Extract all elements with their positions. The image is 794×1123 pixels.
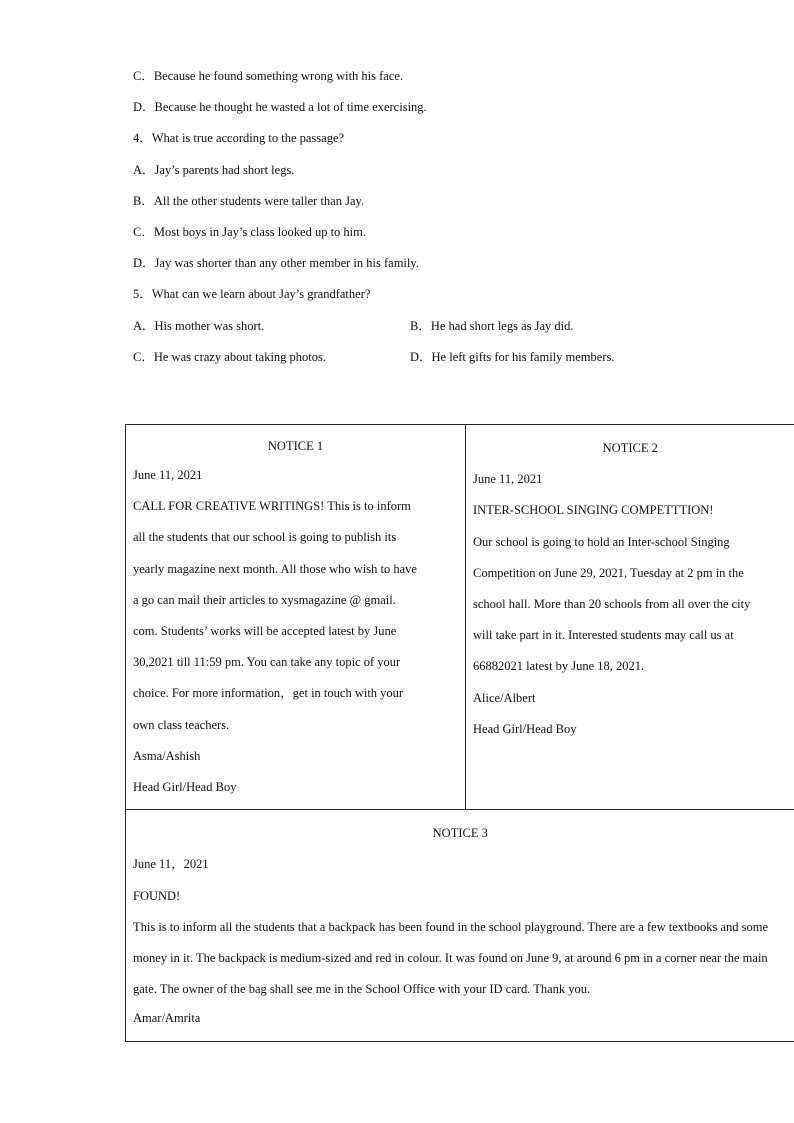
notice-1-line: com. Students’ works will be accepted latest by June — [133, 624, 397, 639]
notice-1-line: CALL FOR CREATIVE WRITINGS! This is to inform — [133, 499, 411, 514]
notice-1-line: yearly magazine next month. All those who wish to have — [133, 561, 417, 576]
notice-3-signers: Amar/Amrita — [133, 1011, 201, 1026]
q5-stem: 5．What can we learn about Jay’s grandfather? — [133, 287, 371, 302]
q5-option-d: D．He left gifts for his family members. — [410, 349, 615, 364]
notice-2-line: will take part in it. Interested students may call us at — [473, 628, 734, 643]
notice-1-role: Head Girl/Head Boy — [133, 780, 237, 795]
q4-option-a: A．Jay’s parents had short legs. — [133, 162, 295, 177]
q5-option-c: C．He was crazy about taking photos. — [133, 349, 327, 364]
q5-option-a: A．His mother was short. — [133, 318, 265, 333]
notice-2-role: Head Girl/Head Boy — [473, 721, 577, 736]
notice-2-line: 66882021 latest by June 18, 2021. — [473, 659, 645, 674]
notice-3-body: This is to inform all the students that a backpack has been found in the school playground. There are a few textbooks and some money in it. The backpack is medium-sized and red in colour. It was found on June 9, at around 6 pm in a corner near the main gate. The owner of the bag shall see me in the School Office with your ID card. Thank you. — [133, 919, 769, 997]
notices-table — [125, 424, 794, 1042]
q4-option-c: C．Most boys in Jay’s class looked up to him. — [133, 224, 366, 239]
notice-3 — [126, 810, 794, 1042]
notice-1-line: all the students that our school is going to publish its — [133, 530, 397, 545]
q4-stem: 4．What is true according to the passage? — [133, 131, 345, 146]
q5-options-row-2 — [133, 345, 773, 376]
notice-3-title: NOTICE 3 — [432, 826, 488, 841]
notice-1-line: 30,2021 till 11:59 pm. You can take any topic of your — [133, 655, 401, 670]
questions-section — [133, 64, 773, 376]
notice-3-heading: FOUND! — [133, 888, 181, 903]
notice-2-title: NOTICE 2 — [602, 441, 658, 455]
notice-2-line: INTER-SCHOOL SINGING COMPETTTION! — [473, 503, 714, 518]
q4-option-b: B．All the other students were taller than Jay. — [133, 193, 365, 208]
notice-1-date: June 11, 2021 — [133, 468, 203, 482]
notice-2-line: school hall. More than 20 schools from all over the city — [473, 597, 751, 612]
q4-option-d: D．Jay was shorter than any other member in his family. — [133, 256, 419, 271]
notice-2-signers: Alice/Albert — [473, 690, 536, 705]
notice-1-line: a go can mail their articles to xysmagazine @ gmail. — [133, 592, 396, 607]
q5-options-row-1 — [133, 314, 773, 345]
notice-3-date: June 11，2021 — [133, 857, 209, 872]
notice-2-line: Competition on June 29, 2021, Tuesday at 2 pm in the — [473, 565, 744, 580]
q3-option-c: C．Because he found something wrong with his face. — [133, 69, 404, 83]
notice-1-signers: Asma/Ashish — [133, 748, 201, 763]
q3-option-d: D．Because he thought he wasted a lot of time exercising. — [133, 100, 427, 115]
notice-2-line: Our school is going to hold an Inter-school Singing — [473, 534, 730, 549]
notice-1 — [126, 425, 466, 810]
notice-2 — [466, 425, 794, 810]
notice-1-line: choice. For more information，get in touch with your — [133, 686, 404, 701]
notice-2-date: June 11, 2021 — [473, 472, 543, 487]
q5-option-b: B．He had short legs as Jay did. — [410, 318, 574, 333]
notice-1-line: own class teachers. — [133, 717, 230, 732]
notice-1-title: NOTICE 1 — [267, 439, 324, 453]
